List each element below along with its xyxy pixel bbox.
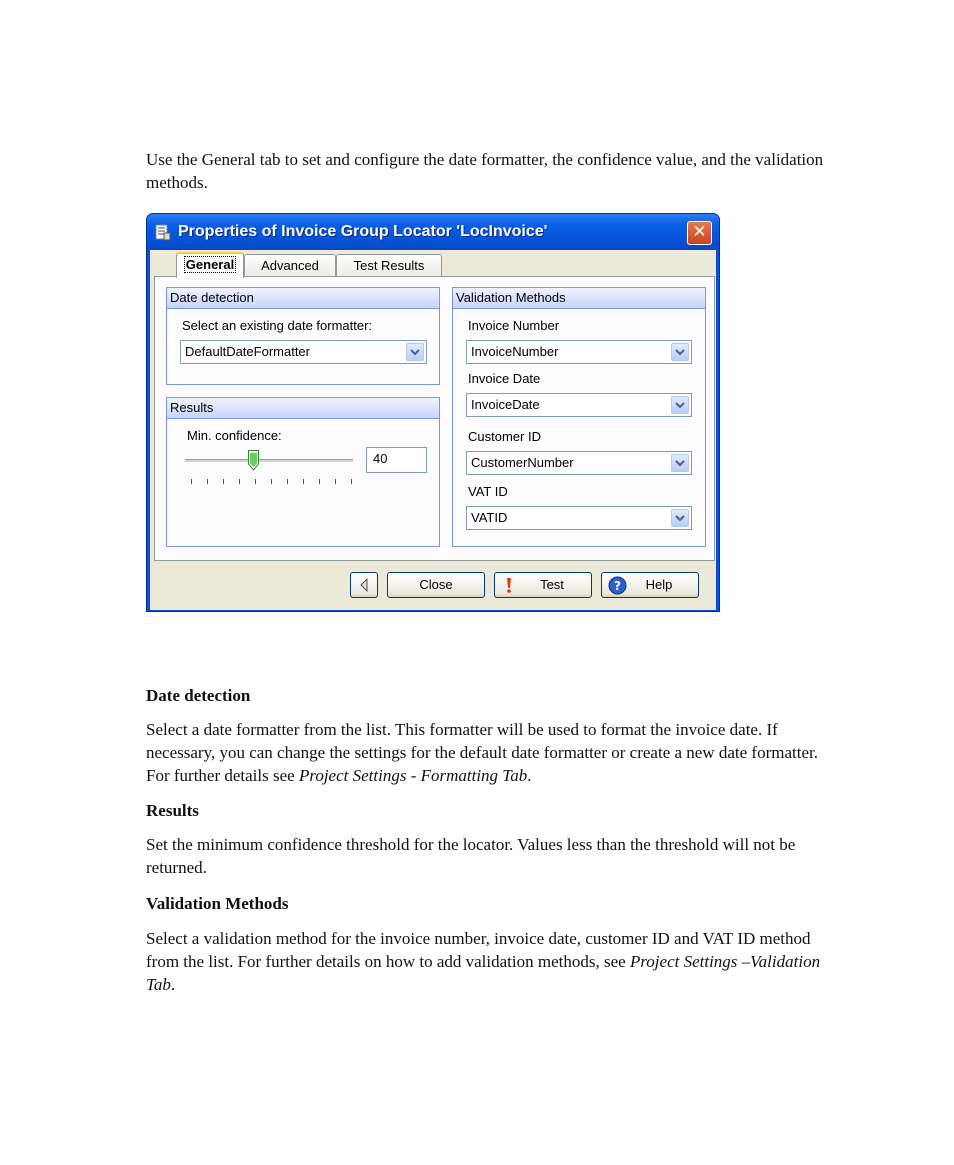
intro-paragraph: Use the General tab to set and configure the date formatter, the confidence value, and the validation methods. <box>146 150 824 192</box>
back-button[interactable] <box>350 572 378 598</box>
invoice-number-label: Invoice Number <box>468 318 560 333</box>
confidence-slider-track[interactable] <box>185 459 353 463</box>
results-group <box>166 397 440 547</box>
formatting-tab-link: Project Settings - Formatting Tab <box>298 766 528 785</box>
vat-id-value: VATID <box>471 510 508 525</box>
chevron-down-icon[interactable] <box>671 454 689 472</box>
min-confidence-label: Min. confidence: <box>187 428 282 443</box>
date-formatter-value: DefaultDateFormatter <box>185 344 310 359</box>
svg-text:?: ? <box>614 579 621 593</box>
results-header: Results <box>167 398 439 419</box>
chevron-down-icon[interactable] <box>671 509 689 527</box>
tab-strip <box>154 252 714 276</box>
validation-methods-heading: Validation Methods <box>146 894 289 913</box>
validation-methods-group <box>452 287 706 547</box>
test-button[interactable] <box>494 572 592 598</box>
invoice-date-value: InvoiceDate <box>471 397 540 412</box>
tab-advanced[interactable]: Advanced <box>244 254 336 276</box>
arrow-left-icon <box>359 578 369 592</box>
help-button-label: Help <box>645 577 673 592</box>
validation-tab-link: Project Settings –Validation Tab <box>146 952 821 994</box>
date-detection-paragraph: Select a date formatter from the list. This formatter will be used to format the invoice date. If necessary, you can change the settings for the default date formatter or create a new date formatter. For further details see Project Settings - Formatting Tab. <box>146 720 818 785</box>
chevron-down-icon[interactable] <box>671 396 689 414</box>
exclamation-icon <box>505 578 513 593</box>
invoice-number-value: InvoiceNumber <box>471 344 559 359</box>
date-detection-group <box>166 287 440 385</box>
invoice-number-select[interactable] <box>466 340 692 364</box>
customer-id-select[interactable] <box>466 451 692 475</box>
vat-id-label: VAT ID <box>468 484 508 499</box>
customer-id-value: CustomerNumber <box>471 455 574 470</box>
tab-test-results[interactable]: Test Results <box>336 254 442 276</box>
dialog-body <box>150 250 716 610</box>
invoice-date-label: Invoice Date <box>468 371 541 386</box>
chevron-down-icon[interactable] <box>671 343 689 361</box>
chevron-down-icon[interactable] <box>406 343 424 361</box>
validation-methods-paragraph: Select a validation method for the invoice number, invoice date, customer ID and VAT ID method from the list. For further details on how to add validation methods, see Project Settings –Validation Tab. <box>146 929 821 994</box>
confidence-slider-thumb[interactable] <box>248 450 259 471</box>
date-formatter-select[interactable] <box>180 340 427 364</box>
title-bar <box>147 214 719 250</box>
customer-id-label: Customer ID <box>468 429 541 444</box>
properties-icon <box>155 224 171 241</box>
vat-id-select[interactable] <box>466 506 692 530</box>
select-formatter-label: Select an existing date formatter: <box>182 318 373 333</box>
min-confidence-input[interactable]: 40 <box>366 447 427 473</box>
dialog-title: Properties of Invoice Group Locator 'LocInvoice' <box>178 223 548 240</box>
slider-ticks <box>191 479 351 485</box>
invoice-date-select[interactable] <box>466 393 692 417</box>
tab-general-label: General <box>185 257 235 272</box>
date-detection-header: Date detection <box>167 288 439 309</box>
help-icon <box>608 576 627 595</box>
validation-methods-header: Validation Methods <box>453 288 705 309</box>
test-button-label: Test <box>540 577 564 592</box>
close-button[interactable]: Close <box>387 572 485 598</box>
results-paragraph: Set the minimum confidence threshold for the locator. Values less than the threshold will not be returned. <box>146 835 796 877</box>
tab-general[interactable] <box>176 252 244 278</box>
date-detection-heading: Date detection <box>146 686 251 705</box>
window-close-button[interactable]: ✕ <box>687 221 712 245</box>
general-tab-panel <box>154 276 715 561</box>
results-heading: Results <box>146 801 199 820</box>
properties-dialog <box>146 213 720 612</box>
help-button[interactable] <box>601 572 699 598</box>
